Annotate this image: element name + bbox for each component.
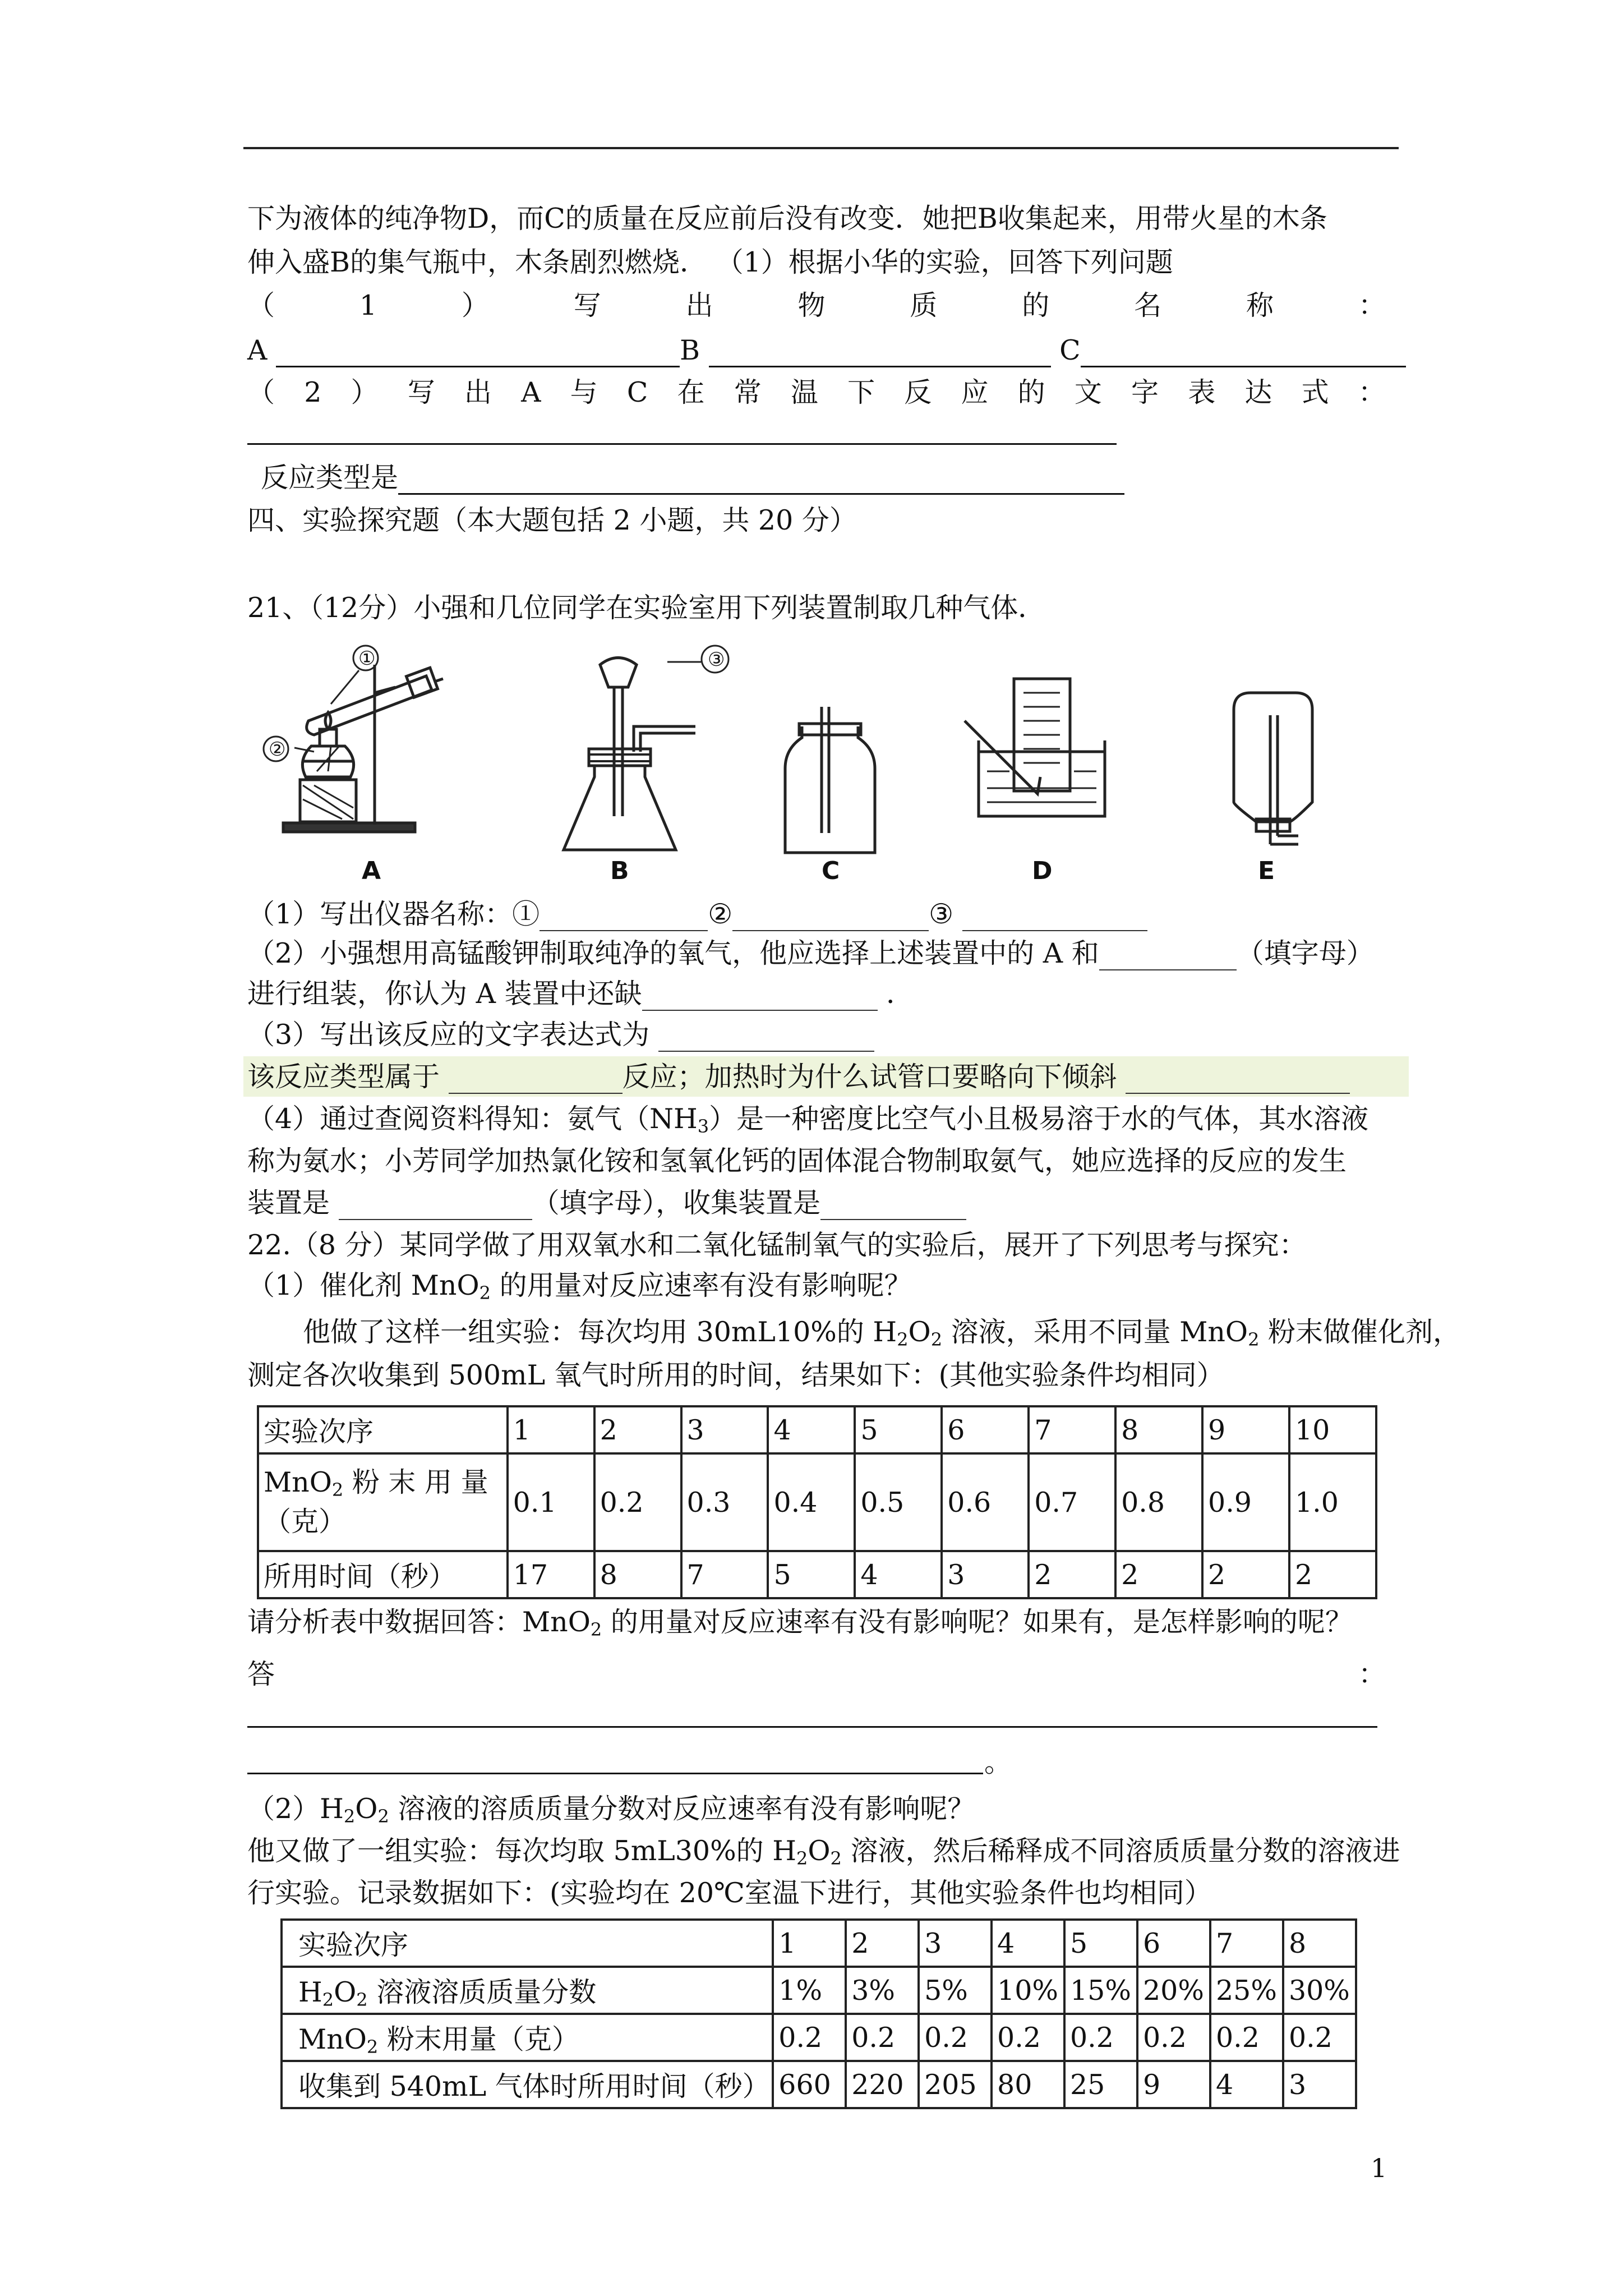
table-cell: 10 <box>1289 1406 1376 1453</box>
prompt-token: （ <box>247 289 275 321</box>
prompt-token: 达 <box>1244 376 1272 408</box>
q22-part1-text-end: 的用量对反应速率有没有影响呢？ <box>491 1269 912 1301</box>
table-cell: 0.2 <box>1137 2014 1210 2061</box>
table-row <box>258 1453 1376 1551</box>
table-cell: 2 <box>1202 1551 1289 1598</box>
q21-part2-cont <box>247 977 914 1011</box>
table-cell: 1.0 <box>1289 1453 1376 1551</box>
table-cell: 1 <box>508 1406 594 1453</box>
blank-label-c: C <box>1059 334 1081 366</box>
table-cell: 5 <box>768 1551 855 1598</box>
prompt-token: ： <box>1358 376 1386 408</box>
q21-part2-period: ． <box>886 978 914 1010</box>
table-cell: 0.2 <box>992 2014 1064 2061</box>
q22-part2-desc <box>247 1834 1400 1868</box>
question-1-prompt <box>247 289 1386 323</box>
prompt-token: C <box>626 376 648 408</box>
table-cell: 0.3 <box>681 1453 768 1551</box>
q22-desc-o: O <box>908 1316 931 1348</box>
blank-instrument-1[interactable] <box>540 904 708 931</box>
prompt-token: 应 <box>961 376 989 408</box>
subscript: 2 <box>590 1619 602 1640</box>
q22-desc-b: 溶液，采用不同量 MnO <box>942 1316 1248 1348</box>
prompt-token: 称 <box>1246 289 1274 321</box>
blank-instrument-3[interactable] <box>962 904 1147 931</box>
q22-desc-a: 他做了这样一组实验：每次均用 30mL10%的 H <box>303 1316 897 1348</box>
label-part: 溶液溶质质量分数 <box>367 1976 597 2008</box>
table-cell: 8 <box>1115 1406 1202 1453</box>
q22-part1-desc-2: 测定各次收集到 500mL 氧气时所用的时间，结果如下：(其他实验条件均相同） <box>247 1359 1224 1391</box>
q21-part2-text-2: 进行组装，你认为 A 装置中还缺 <box>247 978 642 1010</box>
table-cell: 3 <box>919 1920 992 1967</box>
table-cell: 1 <box>773 1920 846 1967</box>
prompt-token: A <box>521 376 541 408</box>
q22-part2-desc-o: O <box>808 1835 831 1867</box>
q21-part3-type-text: 该反应类型属于 <box>247 1061 440 1093</box>
table-cell: 2 <box>594 1406 681 1453</box>
table-cell: 4 <box>768 1406 855 1453</box>
table-mno2-amount <box>257 1405 1377 1599</box>
prompt-token: 与 <box>570 376 598 408</box>
table-cell: 2 <box>1115 1551 1202 1598</box>
q21-part4-text: （4）通过查阅资料得知：氨气（NH <box>247 1103 698 1135</box>
blank-tilt-reason[interactable] <box>1126 1067 1350 1094</box>
prompt-token: 名 <box>1134 289 1162 321</box>
figure-label-d: D <box>1032 857 1053 885</box>
table-cell: 1% <box>773 1967 846 2014</box>
q21-part3-text: （3）写出该反应的文字表达式为 <box>247 1019 650 1051</box>
q22-part2-text-end: 溶液的溶质质量分数对反应速率有没有影响呢？ <box>389 1793 975 1825</box>
callout-2: ② <box>269 738 286 761</box>
prompt-token: 物 <box>797 289 826 321</box>
q21-part2-text: （2）小强想用高锰酸钾制取纯净的氧气，他应选择上述装置中的 A 和 <box>247 937 1099 969</box>
answer-colon: ： <box>1358 1658 1386 1690</box>
table-cell: 7 <box>1210 1920 1283 1967</box>
reaction-type-label: 反应类型是 <box>261 462 399 494</box>
table-cell: 3 <box>942 1551 1029 1598</box>
blank-reaction-type[interactable] <box>449 1067 623 1094</box>
blank-collection-device-nh3[interactable] <box>820 1193 966 1220</box>
table-cell: 8 <box>1283 1920 1356 1967</box>
table-cell: 3 <box>1283 2061 1356 2108</box>
table-cell: 5 <box>855 1406 942 1453</box>
label-part: MnO <box>264 1466 332 1498</box>
subscript: 2 <box>796 1848 808 1869</box>
q21-part4-line2: 称为氨水；小芳同学加热氯化铵和氢氧化钙的固体混合物制取氨气，她应选择的反应的发生 <box>247 1145 1347 1177</box>
blank-instrument-2[interactable] <box>732 904 929 931</box>
prompt-token: 2 <box>304 376 322 408</box>
table-cell: 0.2 <box>594 1453 681 1551</box>
prompt-token: 表 <box>1188 376 1216 408</box>
q22-part2-desc-2: 行实验。记录数据如下：(实验均在 20℃室温下进行，其他实验条件也均相同） <box>247 1877 1212 1909</box>
prompt-token: 温 <box>790 376 818 408</box>
q22-part2-o: O <box>355 1793 378 1825</box>
table-cell: 80 <box>992 2061 1064 2108</box>
table-cell: 7 <box>681 1551 768 1598</box>
label-part: 粉 末 用 量 <box>343 1466 488 1498</box>
prompt-token: 1 <box>359 289 377 321</box>
apparatus-c <box>785 707 875 853</box>
table-header-cell <box>282 1967 773 2014</box>
prompt-token: 写 <box>407 376 435 408</box>
table-cell: 0.2 <box>1283 2014 1356 2061</box>
table-cell: 2 <box>1029 1551 1115 1598</box>
reaction-type-blank[interactable] <box>398 466 1124 495</box>
subscript: 2 <box>356 1989 368 2010</box>
subscript: 2 <box>366 2036 379 2058</box>
blank-word-equation[interactable] <box>658 1025 874 1052</box>
table-cell: 0.2 <box>919 2014 992 2061</box>
q21-part1-label-2: ② <box>708 898 733 930</box>
table-cell: 2 <box>846 1920 919 1967</box>
blank-label-a: A <box>247 334 268 366</box>
subscript: 2 <box>930 1329 943 1350</box>
prompt-token: 下 <box>847 376 875 408</box>
prompt-token: 质 <box>910 289 938 321</box>
figure-label-a: A <box>362 857 381 885</box>
q22-part2-desc-end: 溶液，然后稀释成不同溶质质量分数的溶液进 <box>841 1835 1400 1867</box>
analysis-text: 请分析表中数据回答：MnO <box>247 1606 591 1638</box>
q22-analysis-prompt <box>247 1605 1353 1639</box>
label-part: O <box>334 1976 357 2008</box>
table-cell: 6 <box>1137 1920 1210 1967</box>
table-row <box>282 2014 1356 2061</box>
table-cell: 0.2 <box>1064 2014 1137 2061</box>
table-cell: 4 <box>1210 2061 1283 2108</box>
prompt-token: 式 <box>1301 376 1329 408</box>
table-cell: 0.2 <box>1210 2014 1283 2061</box>
answer-line[interactable] <box>247 443 1117 445</box>
table-header-cell: 实验次序 <box>282 1920 773 1967</box>
prompt-token: 的 <box>1017 376 1045 408</box>
blank-missing-item[interactable] <box>642 984 878 1011</box>
table-cell: 15% <box>1064 1967 1137 2014</box>
q21-part2-hint: （填字母） <box>1236 937 1374 969</box>
table-cell: 20% <box>1137 1967 1210 2014</box>
table-cell: 17 <box>508 1551 594 1598</box>
prompt-token: 反 <box>904 376 932 408</box>
paragraph-line: 伸入盛B的集气瓶中，木条剧烈燃烧． （1）根据小华的实验，回答下列问题 <box>247 246 1173 278</box>
apparatus-b <box>564 646 728 850</box>
q21-part2 <box>247 937 1374 970</box>
q22-part2-title <box>247 1792 975 1826</box>
q21-part1-label: （1）写出仪器名称：① <box>247 898 540 930</box>
paragraph-line: 下为液体的纯净物D，而C的质量在反应前后没有改变．她把B收集起来，用带火星的木条 <box>247 203 1327 234</box>
table-cell: 9 <box>1202 1406 1289 1453</box>
table-cell: 25% <box>1210 1967 1283 2014</box>
table-cell: 660 <box>773 2061 846 2108</box>
q22-part1-title <box>247 1269 912 1303</box>
table-cell: 6 <box>942 1406 1029 1453</box>
question-2-prompt <box>247 376 1386 409</box>
table-cell: 5 <box>1064 1920 1137 1967</box>
table-row <box>258 1406 1376 1453</box>
question-22-stem: 22.（8 分）某同学做了用双氧水和二氧化锰制氧气的实验后，展开了下列思考与探究： <box>247 1229 1307 1261</box>
subscript: 2 <box>331 1479 344 1501</box>
question-21-stem: 21、（12分）小强和几位同学在实验室用下列装置制取几种气体． <box>247 592 1046 624</box>
figure-label-e: E <box>1258 857 1275 885</box>
q22-part1-desc <box>303 1315 1460 1349</box>
table-cell: 25 <box>1064 2061 1137 2108</box>
subscript: 2 <box>1248 1329 1260 1350</box>
subscript: 2 <box>377 1806 389 1827</box>
q21-part4-line1 <box>247 1102 1368 1136</box>
name-blanks-row <box>247 334 1406 367</box>
table-row <box>282 1920 1356 1967</box>
subscript: 2 <box>830 1848 842 1869</box>
table-cell: 0.2 <box>773 2014 846 2061</box>
section-heading: 四、实验探究题（本大题包括 2 小题，共 20 分） <box>247 504 857 536</box>
table-h2o2-concentration <box>280 1918 1357 2109</box>
q21-part1 <box>247 898 1147 931</box>
q22-part1-text: （1）催化剂 MnO <box>247 1269 479 1301</box>
label-part: （克） <box>264 1506 347 1538</box>
q21-part4-text-end: ）是一种密度比空气小且极易溶于水的气体，其水溶液 <box>709 1103 1369 1135</box>
table-cell: 3% <box>846 1967 919 2014</box>
callout-1: ① <box>358 647 376 670</box>
q21-part4-collect-label: （填字母），收集装置是 <box>532 1187 821 1219</box>
page-number: 1 <box>1371 2153 1387 2183</box>
answer-period: 。 <box>984 1746 1012 1778</box>
prompt-token: 在 <box>677 376 705 408</box>
apparatus-e <box>1234 693 1312 844</box>
table-cell: 8 <box>594 1551 681 1598</box>
subscript: 2 <box>322 1989 334 2010</box>
answer-label: 答 <box>247 1658 275 1690</box>
answer-blank-b[interactable] <box>709 339 1051 367</box>
q21-part3 <box>247 1018 874 1052</box>
q22-part2-text: （2）H <box>247 1793 344 1825</box>
prompt-token: 出 <box>464 376 492 408</box>
apparatus-figure <box>241 631 1335 895</box>
subscript: 2 <box>479 1282 491 1304</box>
table-header-cell <box>282 2014 773 2061</box>
table-cell: 220 <box>846 2061 919 2108</box>
table-cell: 2 <box>1289 1551 1376 1598</box>
table-cell: 0.4 <box>768 1453 855 1551</box>
figure-label-b: B <box>610 857 629 885</box>
table-cell: 30% <box>1283 1967 1356 2014</box>
answer-line-2[interactable] <box>247 1773 983 1774</box>
subscript: 2 <box>343 1806 356 1827</box>
label-part: 粉末用量（克） <box>378 2023 579 2055</box>
prompt-token: 出 <box>685 289 713 321</box>
callout-3: ③ <box>708 648 725 671</box>
answer-row <box>247 1658 1386 1691</box>
table-cell: 0.9 <box>1202 1453 1289 1551</box>
blank-collection-device[interactable] <box>1099 944 1237 970</box>
table-row <box>282 1967 1356 2014</box>
table-header-cell: 收集到 540mL 气体时所用时间（秒） <box>282 2061 773 2108</box>
table-row <box>258 1551 1376 1598</box>
prompt-token: 写 <box>573 289 601 321</box>
table-header-cell <box>258 1453 508 1551</box>
table-cell: 3 <box>681 1406 768 1453</box>
q21-part1-label-3: ③ <box>929 898 954 930</box>
header-rule <box>243 147 1399 149</box>
q22-desc-end: 粉末做催化剂， <box>1259 1316 1461 1348</box>
table-cell: 0.2 <box>846 2014 919 2061</box>
subscript: 3 <box>697 1116 709 1137</box>
prompt-token: 字 <box>1131 376 1159 408</box>
figure-label-c: C <box>822 857 840 885</box>
label-part: H <box>298 1976 322 2008</box>
apparatus-a <box>264 646 443 832</box>
table-cell: 4 <box>855 1551 942 1598</box>
q21-part4-device-label: 装置是 <box>247 1187 330 1219</box>
table-header-cell: 所用时间（秒） <box>258 1551 508 1598</box>
table-cell: 5% <box>919 1967 992 2014</box>
prompt-token: 文 <box>1074 376 1102 408</box>
label-part: MnO <box>298 2023 367 2055</box>
table-header-cell: 实验次序 <box>258 1406 508 1453</box>
q21-part3-tilt-text: 反应；加热时为什么试管口要略向下倾斜 <box>622 1061 1117 1093</box>
analysis-text-end: 的用量对反应速率有没有影响呢？如果有，是怎样影响的呢？ <box>602 1606 1353 1638</box>
prompt-token: （ <box>247 376 275 408</box>
table-cell: 10% <box>992 1967 1064 2014</box>
answer-blank-c[interactable] <box>1081 339 1406 367</box>
blank-generation-device[interactable] <box>339 1193 532 1220</box>
blank-label-b: B <box>679 334 700 366</box>
table-row <box>282 2061 1356 2108</box>
table-cell: 0.1 <box>508 1453 594 1551</box>
q22-part2-desc-a: 他又做了一组实验：每次均取 5mL30%的 H <box>247 1835 796 1867</box>
table-cell: 4 <box>992 1920 1064 1967</box>
prompt-token: 的 <box>1022 289 1050 321</box>
subscript: 2 <box>897 1329 909 1350</box>
table-cell: 0.7 <box>1029 1453 1115 1551</box>
table-cell: 0.5 <box>855 1453 942 1551</box>
apparatus-d <box>965 679 1105 816</box>
answer-line-1[interactable] <box>247 1726 1377 1728</box>
prompt-token: ） <box>461 289 489 321</box>
table-cell: 0.8 <box>1115 1453 1202 1551</box>
table-cell: 7 <box>1029 1406 1115 1453</box>
q21-part4-line3 <box>247 1186 966 1220</box>
prompt-token: 常 <box>734 376 762 408</box>
table-cell: 0.6 <box>942 1453 1029 1551</box>
prompt-token: ） <box>351 376 379 408</box>
table-cell: 9 <box>1137 2061 1210 2108</box>
table-cell: 205 <box>919 2061 992 2108</box>
q21-part3-type <box>247 1060 1350 1094</box>
answer-blank-a[interactable] <box>276 339 680 367</box>
prompt-token: ： <box>1358 289 1386 321</box>
reaction-type-row <box>261 461 1124 495</box>
